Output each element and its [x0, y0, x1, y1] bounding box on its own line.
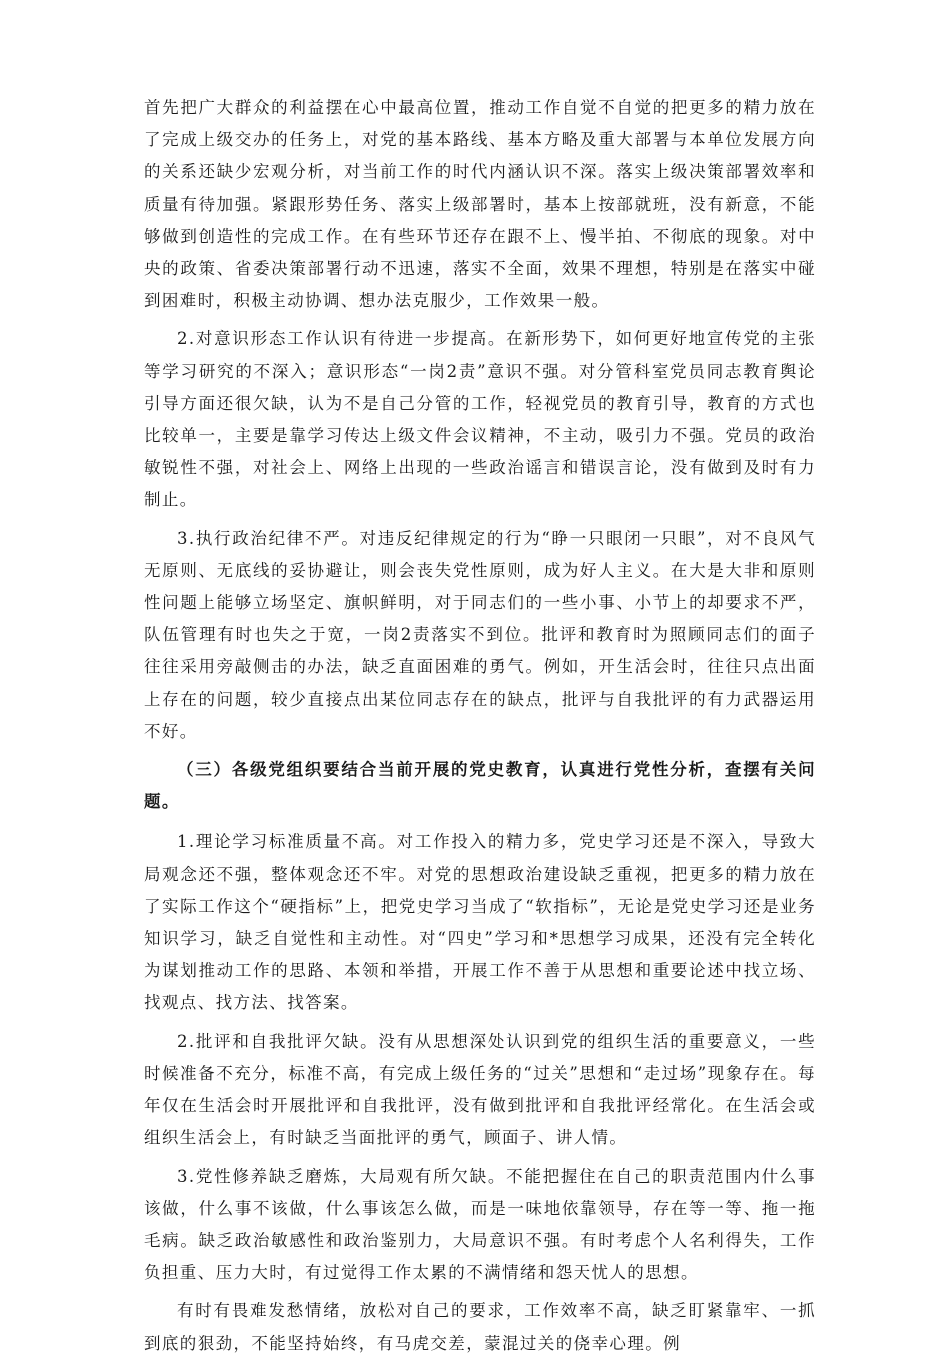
- paragraph-difficulty-emotion: 有时有畏难发愁情绪，放松对自己的要求，工作效率不高，缺乏盯紧靠牢、一抓到底的狠劲，不能坚持始终，有马虎交差，蒙混过关的侥幸心理。例: [144, 1301, 816, 1353]
- paragraph-theory-study: 1.理论学习标准质量不高。对工作投入的精力多，党史学习还是不深入，导致大局观念还不强，整体观念还不牢。对党的思想政治建设缺乏重视，把更多的精力放在了实际工作这个“硬指标”上，把党史学习当成了“软指标”，无论是党史学习还是业务知识学习，缺乏自觉性和主动性。对“四史”学习和*思想学习成果，还没有完全转化为谋划推动工作的思路、本领和举措，开展工作不善于从思想和重要论述中找立场、找观点、找方法、找答案。: [144, 832, 816, 1013]
- section-heading-three: （三）各级党组织要结合当前开展的党史教育，认真进行党性分析，查摆有关问题。: [144, 760, 816, 812]
- paragraph-party-cultivation: 3.党性修养缺乏磨炼，大局观有所欠缺。不能把握住在自己的职责范围内什么事该做，什么事不该做，什么事该怎么做，而是一味地依靠领导，存在等一等、拖一拖毛病。缺乏政治敏感性和政治鉴别力，大局意识不强。有时考虑个人名利得失，工作负担重、压力大时，有过觉得工作太累的不满情绪和怨天忧人的思想。: [144, 1166, 816, 1283]
- document-body: [144, 92, 816, 1366]
- paragraph-continuation: 首先把广大群众的利益摆在心中最高位置，推动工作自觉不自觉的把更多的精力放在了完成上级交办的任务上，对党的基本路线、基本方略及重大部署与本单位发展方向的关系还缺少宏观分析，对当前工作的时代内涵认识不深。落实上级决策部署效率和质量有待加强。紧跟形势任务、落实上级部署时，基本上按部就班，没有新意，不能够做到创造性的完成工作。在有些环节还存在跟不上、慢半拍、不彻底的现象。对中央的政策、省委决策部署行动不迅速，落实不全面，效果不理想，特别是在落实中碰到困难时，积极主动协调、想办法克服少，工作效果一般。: [144, 98, 816, 311]
- paragraph-political-discipline: 3.执行政治纪律不严。对违反纪律规定的行为“睁一只眼闭一只眼”，对不良风气无原则、无底线的妥协避让，则会丧失党性原则，成为好人主义。在大是大非和原则性问题上能够立场坚定、旗帜鲜明，对于同志们的一些小事、小节上的却要求不严，队伍管理有时也失之于宽，一岗2责落实不到位。批评和教育时为照顾同志们的面子往往采用旁敲侧击的办法，缺乏直面困难的勇气。例如，开生活会时，往往只点出面上存在的问题，较少直接点出某位同志存在的缺点，批评与自我批评的有力武器运用不好。: [144, 528, 816, 741]
- paragraph-criticism: 2.批评和自我批评欠缺。没有从思想深处认识到党的组织生活的重要意义，一些时候准备不充分，标准不高，有完成上级任务的“过关”思想和“走过场”现象存在。每年仅在生活会时开展批评和自我批评，没有做到批评和自我批评经常化。在生活会或组织生活会上，有时缺乏当面批评的勇气，顾面子、讲人情。: [144, 1031, 816, 1148]
- paragraph-ideology-work: 2.对意识形态工作认识有待进一步提高。在新形势下，如何更好地宣传党的主张等学习研究的不深入；意识形态“一岗2责”意识不强。对分管科室党员同志教育舆论引导方面还很欠缺，认为不是自己分管的工作，轻视党员的教育引导，教育的方式也比较单一，主要是靠学习传达上级文件会议精神，不主动，吸引力不强。党员的政治敏锐性不强，对社会上、网络上出现的一些政治谣言和错误言论，没有做到及时有力制止。: [144, 329, 816, 510]
